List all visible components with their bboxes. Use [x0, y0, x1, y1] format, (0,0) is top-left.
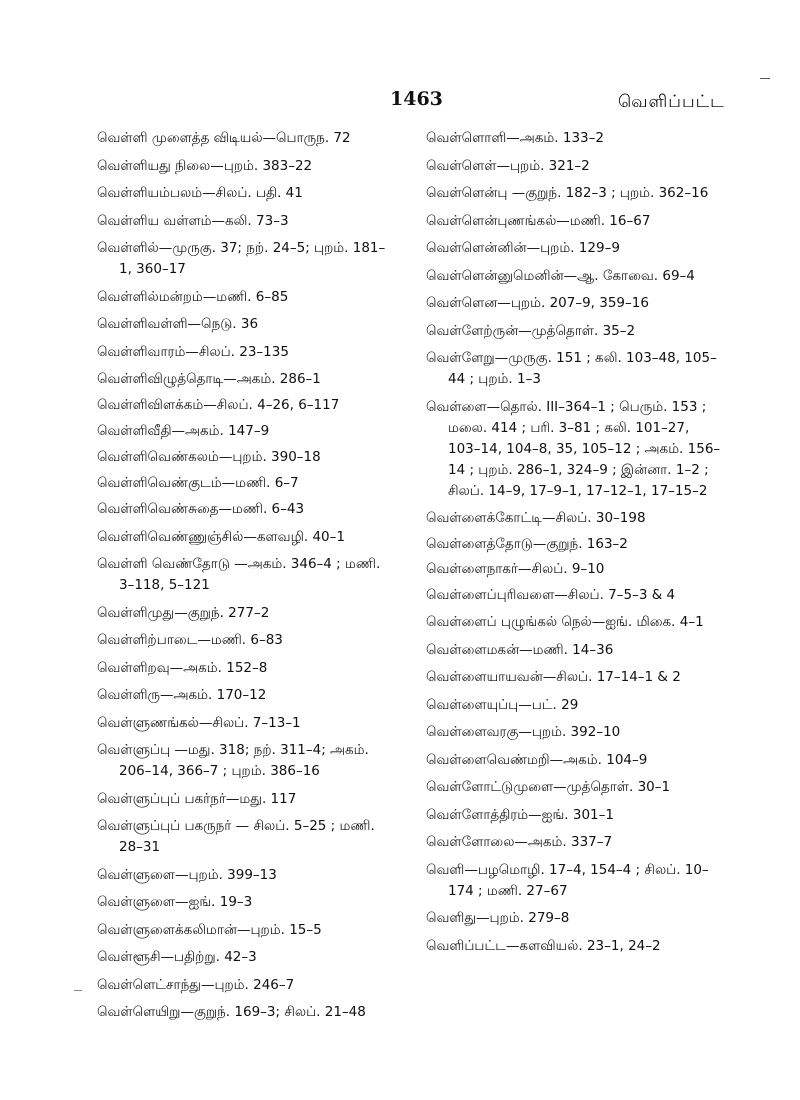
page-number: 1463	[390, 88, 443, 110]
index-entry: வெள்ளிய வள்ளம்—கலி. 73–3	[97, 212, 289, 229]
index-entry: வெள்ளைப்புரிவளை—சிலப். 7–5–3 & 4	[426, 586, 676, 603]
index-entry: வெள்ளோலை—அகம். 337–7	[426, 834, 613, 850]
index-entry: வெள்ளென்புணங்கல்—மணி. 16–67	[426, 212, 651, 229]
right-column	[426, 128, 726, 963]
index-entry: வெள்ளுளை—ஐங். 19–3	[97, 894, 253, 910]
index-entry: வெள்ளி முளைத்த விடியல்—பொருந. 72	[97, 130, 351, 146]
index-entry: வெள்ளைத்தோடு—குறுந். 163–2	[426, 535, 628, 552]
index-entry: வெள்ளிவீதி—அகம். 147–9	[97, 423, 270, 439]
running-head: வெளிப்பட்ட	[618, 92, 725, 112]
index-entry: வெளிது—புறம். 279–8	[426, 910, 570, 926]
index-entry: வெள்ளுளைக்கலிமான்—புறம். 15–5	[97, 921, 322, 938]
index-entry: வெள்ளிவிளக்கம்—சிலப். 4–26, 6–117	[97, 397, 340, 413]
index-entry: வெள்ளிற்பாடை—மணி. 6–83	[97, 632, 283, 648]
index-entry: வெள்ளெட்சாந்து—புறம். 246–7	[97, 976, 295, 993]
index-entry: வெள்ளிறவு—அகம். 152–8	[97, 659, 268, 676]
index-entry: வெள்ளோத்திரம்—ஐங். 301–1	[426, 806, 614, 823]
index-entry: வெள்ளென்னின்—புறம். 129–9	[426, 240, 620, 256]
index-entry: வெள்ளுப்புப் பகருநர் — சிலப். 5–25 ; மணி. 28–31	[97, 818, 375, 855]
index-entry: வெள்ளிவெண்ணுஞ்சில்—களவழி. 40–1	[97, 528, 345, 545]
index-entry: வெள்ளுளை—புறம். 399–13	[97, 866, 277, 883]
index-entry: வெள்ளைநாகர்—சிலப். 9–10	[426, 561, 605, 577]
index-entry: வெள்ளி வெண்தோடு —அகம். 346–4 ; மணி. 3–118, 5–121	[97, 556, 381, 593]
index-entry: வெள்ளேறு—முருகு. 151 ; கலி. 103–48, 105–44 ; புறம். 1–3	[426, 350, 717, 387]
index-entry: வெள்ளிவெண்குடம்—மணி. 6–7	[97, 475, 299, 491]
scan-mark	[760, 78, 770, 79]
index-entry: வெள்ளிவள்ளி—நெடு. 36	[97, 316, 259, 332]
index-entry: வெள்ளூசி—பதிற்று. 42–3	[97, 949, 257, 965]
index-entry: வெள்ளையாயவன்—சிலப். 17–14–1 & 2	[426, 669, 681, 685]
index-entry: வெள்ளையுப்பு—பட். 29	[426, 696, 579, 713]
index-entry: வெள்ளுப்பு —மது. 318; நற். 311–4; அகம். 206–14, 366–7 ; புறம். 386–16	[97, 742, 369, 779]
index-entry: வெள்ளிவெண்சுதை—மணி. 6–43	[97, 501, 305, 517]
left-column	[97, 128, 397, 1030]
index-entry: வெள்ளுணங்கல்—சிலப். 7–13–1	[97, 714, 301, 731]
index-entry: வெள்ளிவெண்கலம்—புறம். 390–18	[97, 449, 321, 465]
index-entry: வெள்ளைவரகு—புறம். 392–10	[426, 724, 621, 740]
index-entry: வெள்ளேற்ருன்—முத்தொள். 35–2	[426, 322, 636, 339]
index-entry: வெள்ளிமுது—குறுந். 277–2	[97, 604, 270, 621]
index-entry: வெள்ளுப்புப் பகர்நர்—மது. 117	[97, 790, 297, 807]
index-entry: வெள்ளில்—முருகு. 37; நற். 24–5; புறம். 181–1, 360–17	[97, 240, 386, 277]
index-entry: வெள்ளெயிறு—குறுந். 169–3; சிலப். 21–48	[97, 1004, 366, 1020]
index-entry: வெள்ளிவிழுத்தொடி—அகம். 286–1	[97, 371, 321, 387]
index-entry: வெள்ளிரு—அகம். 170–12	[97, 687, 267, 703]
index-entry: வெள்ளிவாரம்—சிலப். 23–135	[97, 343, 289, 360]
scan-mark	[74, 990, 82, 991]
index-entry: வெள்ளைப் புழுங்கல் நெல்—ஐங். மிகை. 4–1	[426, 614, 704, 630]
index-entry: வெளிப்பட்ட—களவியல். 23–1, 24–2	[426, 937, 661, 954]
index-entry: வெள்ளைமகன்—மணி. 14–36	[426, 641, 614, 658]
index-entry: வெள்ளெள்—புறம். 321–2	[426, 157, 590, 174]
index-entry: வெள்ளென—புறம். 207–9, 359–16	[426, 295, 649, 311]
index-entry: வெளி—பழமொழி. 17–4, 154–4 ; சிலப். 10–174 ; மணி. 27–67	[426, 861, 709, 899]
index-entry: வெள்ளொளி—அகம். 133–2	[426, 130, 604, 146]
index-entry: வெள்ளைக்கோட்டி—சிலப். 30–198	[426, 510, 646, 526]
index-entry: வெள்ளென்னுமெனின்—ஆ. கோவை. 69–4	[426, 267, 695, 284]
index-entry: வெள்ளோட்டுமுளை—முத்தொள். 30–1	[426, 779, 671, 795]
index-entry: வெள்ளென்பு —குறுந். 182–3 ; புறம். 362–16	[426, 185, 709, 201]
index-entry: வெள்ளியது நிலை—புறம். 383–22	[97, 157, 313, 174]
index-entry: வெள்ளை—தொல். III–364–1 ; பெரும். 153 ; மலை. 414 ; பரி. 3–81 ; கலி. 101–27, 103–14, 104–8, 35, 105–12 ; அகம். 156–14 ; புறம். 286–1, 324–9 ; இன்னா. 1–2 ; சிலப். 14–9, 17–9–1, 17–12–1, 17–15–2	[426, 398, 721, 499]
index-entry: வெள்ளில்மன்றம்—மணி. 6–85	[97, 288, 289, 305]
index-entry: வெள்ளைவெண்மறி—அகம். 104–9	[426, 751, 648, 768]
index-entry: வெள்ளியம்பலம்—சிலப். பதி. 41	[97, 185, 303, 201]
